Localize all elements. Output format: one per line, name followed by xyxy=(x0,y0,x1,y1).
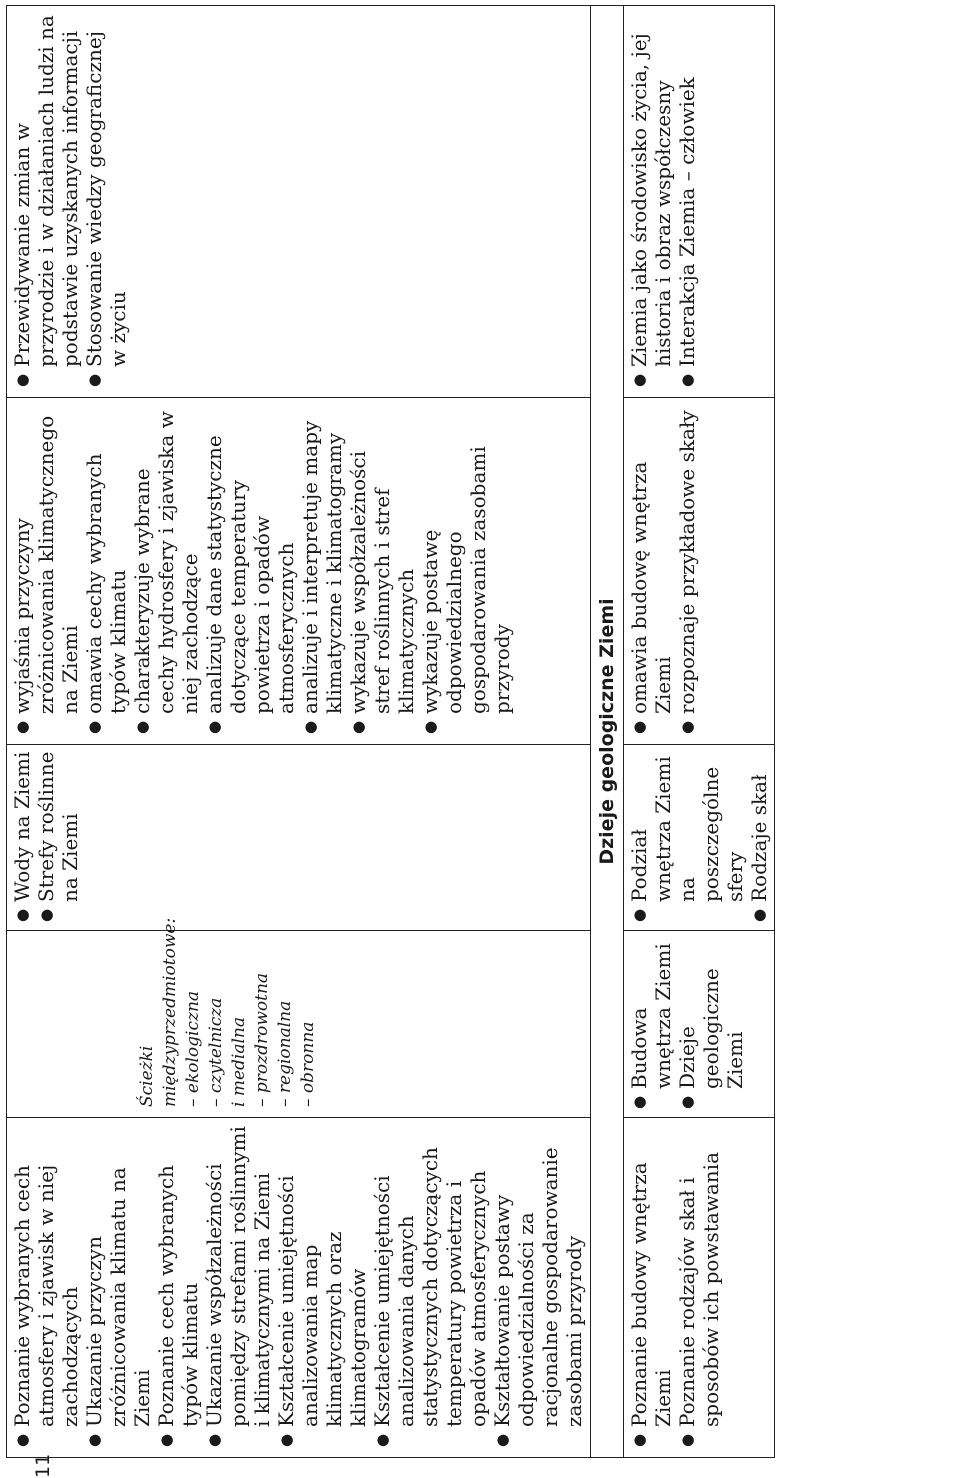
achievements-list xyxy=(10,406,514,736)
goals-list xyxy=(627,1126,723,1449)
topics-cell xyxy=(7,745,591,931)
goal-item: ● Kształcenie umiejętności analizowania danych statystycznych dotyczących temperatury powietrza i opadów atmosferycznych xyxy=(370,1126,490,1449)
topic-item: ● Rodzaje skał xyxy=(747,751,771,924)
goals-cell xyxy=(624,1118,775,1458)
goal-item: ● Kształcenie umiejętności analizowania map klimatycznych oraz klimatogramów xyxy=(274,1126,370,1449)
path-item: – czytelnicza xyxy=(206,997,226,1107)
achievements-cell xyxy=(624,398,775,745)
paths-subtitle: międzyprzedmiotowe: xyxy=(160,917,180,1107)
achievement-item: ● omawia cechy wybranych typów klimatu xyxy=(82,406,130,736)
goal-item: ● Kształtowanie postawy odpowiedzialności za racjonalne gospodarowanie zasobami przyrody xyxy=(490,1126,586,1449)
content-item: ● Dzieje geologiczne Ziemi xyxy=(675,937,747,1111)
goal-item: ● Ukazanie współzależności pomiędzy strefami roślinnymi i klimatycznymi na Ziemi xyxy=(202,1126,274,1449)
topics-cell xyxy=(624,745,775,931)
path-item: – regionalna xyxy=(275,1000,295,1107)
paths-items xyxy=(182,937,320,1107)
path-item: – prozdrowotna xyxy=(252,972,272,1107)
content-item: ● Budowa wnętrza Ziemi xyxy=(627,937,675,1111)
curriculum-table xyxy=(6,5,775,1458)
goals-list xyxy=(10,1126,586,1449)
achievement-item: ● wyjaśnia przyczyny zróżnicowania klimatycznego na Ziemi xyxy=(10,406,82,736)
interdisciplinary-paths xyxy=(136,917,320,1111)
achievements-cell xyxy=(7,398,591,745)
topic-item: ● Wody na Ziemi xyxy=(10,751,34,924)
competence-item: ● Ziemia jako środowisko życia, jej historia i obraz współczesny xyxy=(627,14,675,389)
goal-item: ● Poznanie wybranych cech atmosfery i zjawisk w niej zachodzących xyxy=(10,1126,82,1449)
achievement-item: ● analizuje dane statystyczne dotyczące temperatury powietrza i opadów atmosferycznych xyxy=(202,406,298,736)
goal-item: ● Poznanie cech wybranych typów klimatu xyxy=(154,1126,202,1449)
achievements-list xyxy=(627,406,699,736)
path-item: – obronna xyxy=(298,1021,318,1107)
content-list xyxy=(627,937,747,1111)
achievement-item: ● charakteryzuje wybrane cechy hydrosfery i zjawiska w niej zachodzące xyxy=(130,406,202,736)
goal-item: ● Poznanie rodzajów skał i sposobów ich powstawania xyxy=(675,1126,723,1449)
content-cell xyxy=(624,931,775,1118)
achievement-item: ● rozpoznaje przykładowe skały xyxy=(675,406,699,736)
achievement-item: ● analizuje i interpretuje mapy klimatyczne i klimatogramy xyxy=(298,406,346,736)
section-title: Dzieje geologiczne Ziemi xyxy=(591,6,624,1458)
competence-item: ● Przewidywanie zmian w przyrodzie i w działaniach ludzi na podstawie uzyskanych informacji xyxy=(10,14,82,389)
competence-item: ● Interakcja Ziemia – człowiek xyxy=(675,14,699,389)
paths-cell xyxy=(7,917,591,1118)
topic-item: ● Strefy roślinne na Ziemi xyxy=(34,751,82,924)
path-item: – ekologiczna xyxy=(183,990,203,1107)
path-item: i medialna xyxy=(229,1017,249,1107)
achievement-item: ● omawia budowę wnętrza Ziemi xyxy=(627,406,675,736)
goal-item: ● Ukazanie przyczyn zróżnicowania klimatu na Ziemi xyxy=(82,1126,154,1449)
page-number: 11 xyxy=(32,1453,54,1478)
table-row xyxy=(624,6,775,1458)
topic-item: ● Podział wnętrza Ziemi na poszczególne sfery xyxy=(627,751,747,924)
competences-cell xyxy=(624,6,775,398)
competences-list xyxy=(10,14,130,389)
competence-item: ● Stosowanie wiedzy geograficznej w życiu xyxy=(82,14,130,389)
achievement-item: ● wykazuje współzależności stref roślinnych i stref klimatycznych xyxy=(346,406,418,736)
competences-list xyxy=(627,14,699,389)
topics-list xyxy=(627,751,771,924)
achievement-item: ● wykazuje postawę odpowiedzialnego gospodarowania zasobami przyrody xyxy=(418,406,514,736)
section-row xyxy=(591,6,624,1458)
paths-title: Ścieżki xyxy=(137,1045,157,1107)
goal-item: ● Poznanie budowy wnętrza Ziemi xyxy=(627,1126,675,1449)
competences-cell xyxy=(7,6,591,398)
goals-cell xyxy=(7,1118,591,1458)
topics-list xyxy=(10,751,82,924)
table-row xyxy=(7,6,591,1458)
